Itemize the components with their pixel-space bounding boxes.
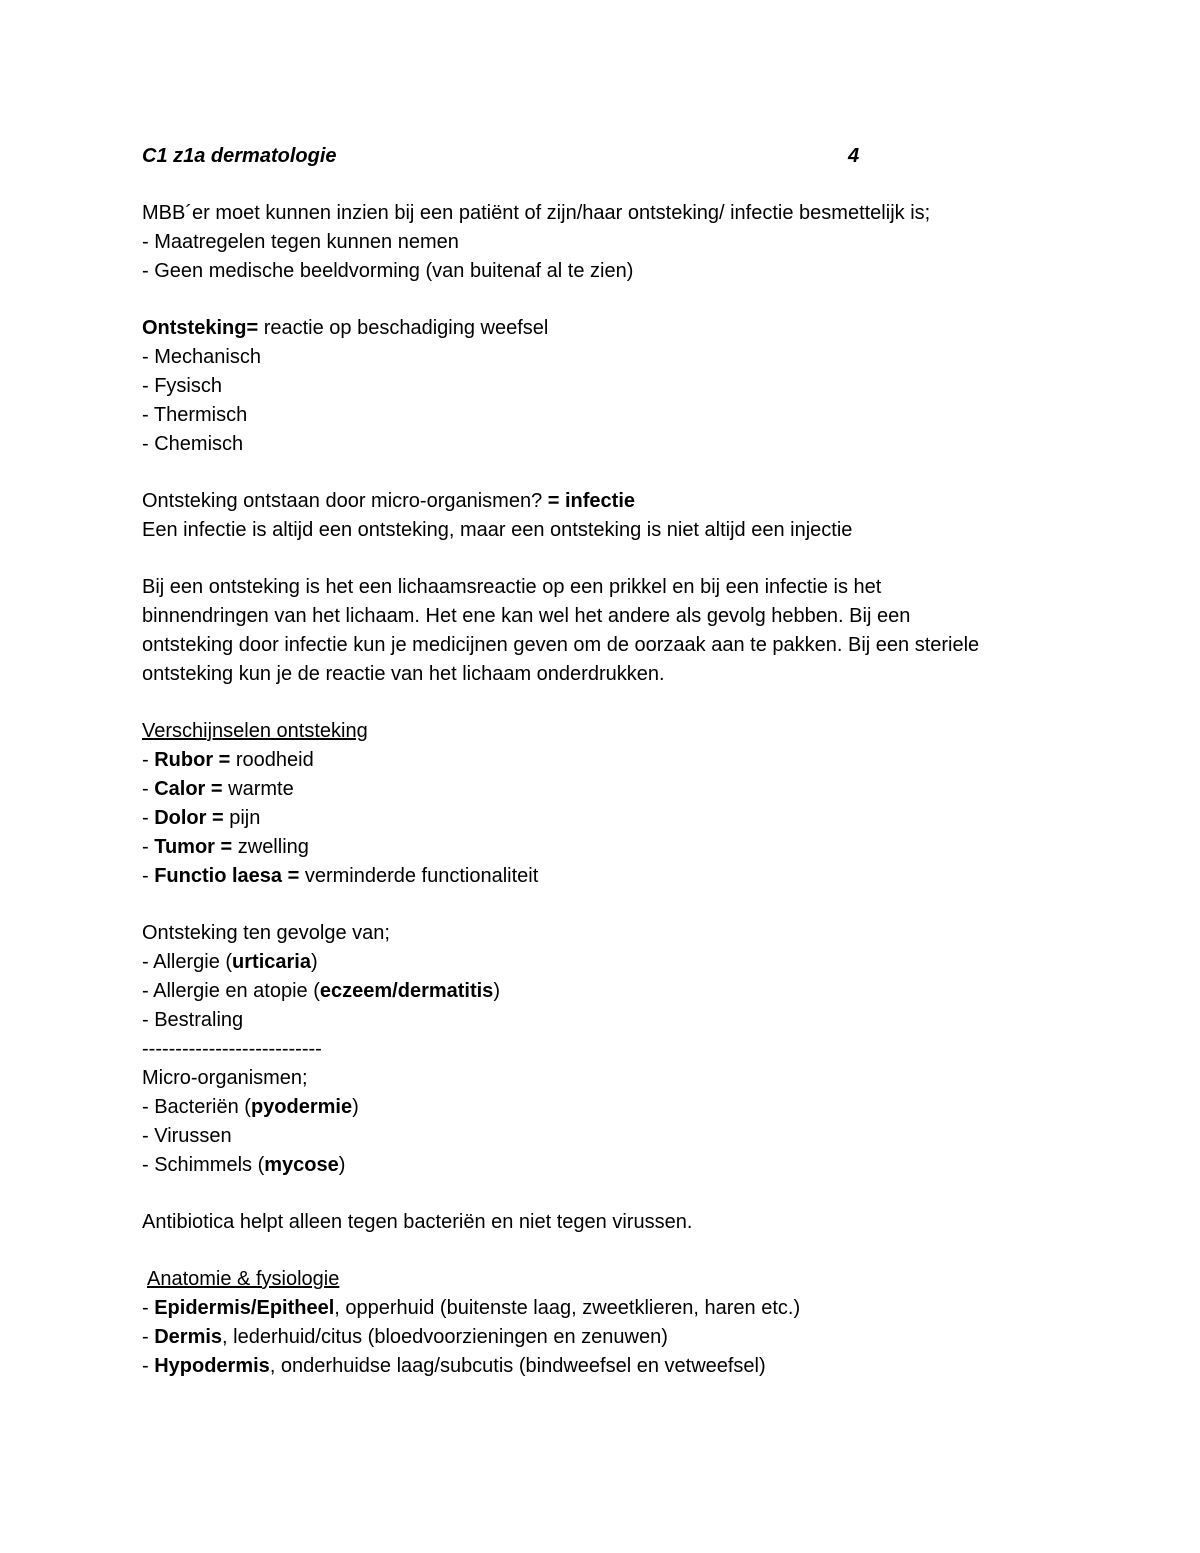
list-item: - Bestraling	[142, 1009, 244, 1031]
page-number: 4	[848, 145, 860, 167]
list-item: - Tumor = zwelling	[142, 836, 309, 858]
paragraph-line: Bij een ontsteking is het een lichaamsreactie op een prikkel en bij een infectie is het	[142, 576, 882, 598]
section-heading-gevolge: Ontsteking ten gevolge van;	[142, 922, 390, 944]
section-heading-verschijnselen: Verschijnselen ontsteking	[142, 720, 368, 742]
antibiotica-note: Antibiotica helpt alleen tegen bacteriën en niet tegen virussen.	[142, 1211, 693, 1233]
infectie-question: Ontsteking ontstaan door micro-organismen? = infectie	[142, 490, 636, 512]
list-item: - Dermis, lederhuid/citus (bloedvoorzieningen en zenuwen)	[142, 1326, 668, 1348]
list-item: - Geen medische beeldvorming (van buitenaf al te zien)	[142, 260, 634, 282]
list-item: - Allergie en atopie (eczeem/dermatitis)	[142, 980, 500, 1002]
list-item: - Maatregelen tegen kunnen nemen	[142, 231, 459, 253]
intro-line: MBB´er moet kunnen inzien bij een patiënt of zijn/haar ontsteking/ infectie besmettelijk is;	[142, 202, 931, 224]
term: = infectie	[547, 490, 636, 512]
section-heading-micro: Micro-organismen;	[142, 1067, 308, 1089]
list-item: - Rubor = roodheid	[142, 749, 314, 771]
divider: ---------------------------	[142, 1038, 322, 1060]
list-item: - Functio laesa = verminderde functionaliteit	[142, 865, 539, 887]
list-item: - Mechanisch	[142, 346, 261, 368]
term: Ontsteking=	[142, 317, 259, 339]
list-item: - Allergie (urticaria)	[142, 951, 318, 973]
document-content	[142, 142, 1062, 1381]
document-title: C1 z1a dermatologie	[142, 145, 337, 167]
list-item: - Schimmels (mycose)	[142, 1154, 346, 1176]
list-item: - Bacteriën (pyodermie)	[142, 1096, 359, 1118]
paragraph-line: ontsteking kun je de reactie van het lichaam onderdrukken.	[142, 663, 665, 685]
document-header	[142, 142, 1062, 171]
list-item: - Epidermis/Epitheel, opperhuid (buitenste laag, zweetklieren, haren etc.)	[142, 1297, 801, 1319]
section-heading-anatomie: Anatomie & fysiologie	[147, 1268, 340, 1290]
list-item: - Calor = warmte	[142, 778, 294, 800]
paragraph-line: ontsteking door infectie kun je medicijnen geven om de oorzaak aan te pakken. Bij een steriele	[142, 634, 980, 656]
list-item: - Chemisch	[142, 433, 244, 455]
list-item: - Dolor = pijn	[142, 807, 261, 829]
infectie-note: Een infectie is altijd een ontsteking, maar een ontsteking is niet altijd een injectie	[142, 519, 853, 541]
list-item: - Thermisch	[142, 404, 248, 426]
list-item: - Hypodermis, onderhuidse laag/subcutis (bindweefsel en vetweefsel)	[142, 1355, 766, 1377]
list-item: - Fysisch	[142, 375, 222, 397]
list-item: - Virussen	[142, 1125, 232, 1147]
ontsteking-definition: Ontsteking= reactie op beschadiging weefsel	[142, 317, 549, 339]
paragraph-line: binnendringen van het lichaam. Het ene kan wel het andere als gevolg hebben. Bij een	[142, 605, 911, 627]
